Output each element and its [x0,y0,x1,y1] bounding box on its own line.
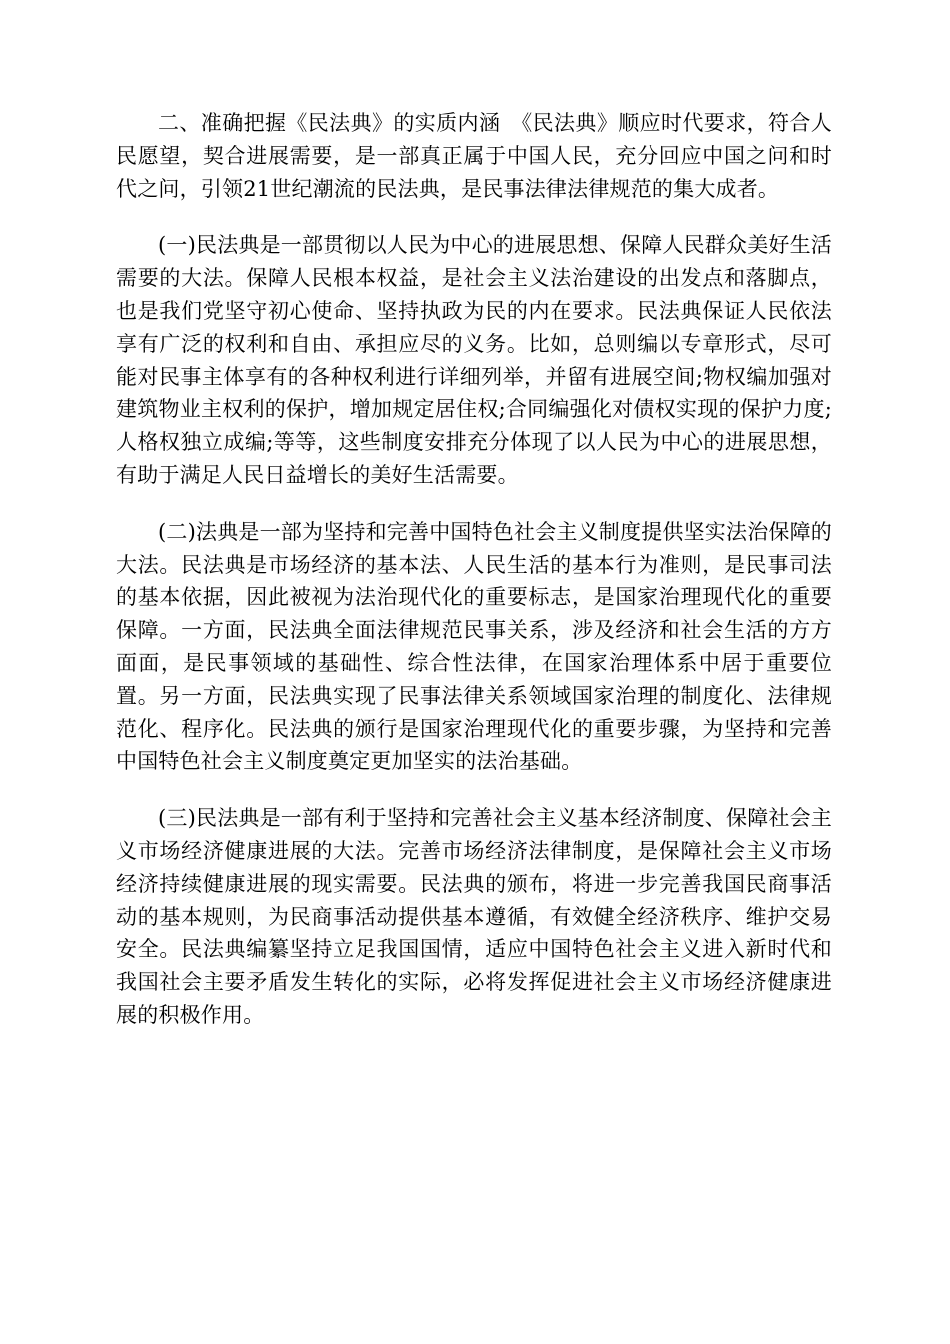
paragraph-point-one: (一)民法典是一部贯彻以人民为中心的进展思想、保障人民群众美好生活需要的大法。保障人民根本权益，是社会主义法治建设的出发点和落脚点，也是我们党坚守初心使命、坚持执政为民的内在要求。民法典保证人民依法享有广泛的权利和自由、承担应尽的义务。比如，总则编以专章形式，尽可能对民事主体享有的各种权利进行详细列举，并留有进展空间;物权编加强对建筑物业主权利的保护，增加规定居住权;合同编强化对债权实现的保护力度;人格权独立成编;等等，这些制度安排充分体现了以人民为中心的进展思想，有助于满足人民日益增长的美好生活需要。 [116,233,832,487]
paragraph-point-three: (三)民法典是一部有利于坚持和完善社会主义基本经济制度、保障社会主义市场经济健康进展的大法。完善市场经济法律制度，是保障社会主义市场经济持续健康进展的现实需要。民法典的颁布，将进一步完善我国民商事活动的基本规则，为民商事活动提供基本遵循，有效健全经济秩序、维护交易安全。民法典编纂坚持立足我国国情，适应中国特色社会主义进入新时代和我国社会主要矛盾发生转化的实际，必将发挥促进社会主义市场经济健康进展的积极作用。 [116,806,832,1027]
paragraph-point-two: (二)法典是一部为坚持和完善中国特色社会主义制度提供坚实法治保障的大法。民法典是市场经济的基本法、人民生活的基本行为准则，是民事司法的基本依据，因此被视为法治现代化的重要标志，是国家治理现代化的重要保障。一方面，民法典全面法律规范民事关系，涉及经济和社会生活的方方面面，是民事领域的基础性、综合性法律，在国家治理体系中居于重要位置。另一方面，民法典实现了民事法律关系领域国家治理的制度化、法律规范化、程序化。民法典的颁行是国家治理现代化的重要步骤，为坚持和完善中国特色社会主义制度奠定更加坚实的法治基础。 [116,519,832,774]
document-body [116,107,832,1032]
section-two-heading-paragraph: 二、准确把握《民法典》的实质内涵 《民法典》顺应时代要求，符合人民愿望，契合进展需要，是一部真正属于中国人民，充分回应中国之问和时代之问，引领21世纪潮流的民法典，是民事法律法律规范的集大成者。 [116,111,832,201]
